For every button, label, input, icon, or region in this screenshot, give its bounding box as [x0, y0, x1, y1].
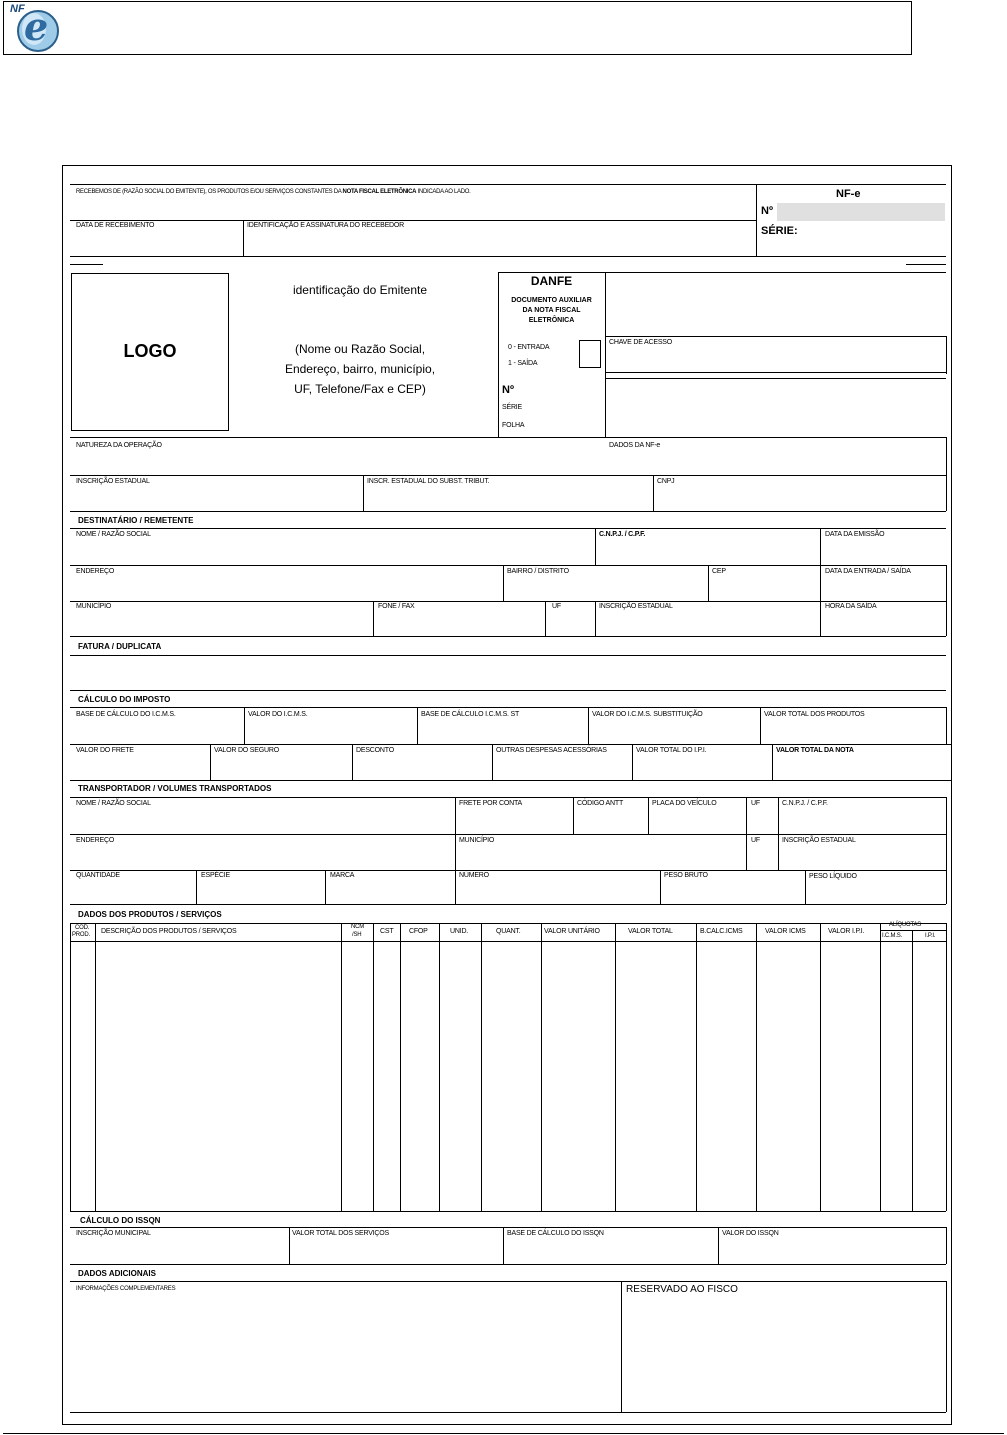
col-icms-value: VALOR ICMS — [765, 928, 806, 935]
nfe-data-label: DADOS DA NF-e — [609, 442, 661, 449]
services-total-label: VALOR TOTAL DOS SERVIÇOS — [292, 1230, 389, 1237]
receipt-series-label: SÉRIE: — [761, 225, 798, 237]
col-rate-ipi: I.P.I. — [925, 933, 936, 939]
recipient-zip-label: CEP — [712, 568, 726, 575]
emitter-desc-1: (Nome ou Razão Social, — [294, 342, 426, 356]
nature-label: NATUREZA DA OPERAÇÃO — [76, 442, 162, 449]
col-unit: UNID. — [450, 928, 469, 935]
recipient-name-label: NOME / RAZÃO SOCIAL — [76, 531, 151, 538]
nfe-logo-letter: e — [24, 4, 49, 49]
recipient-phone-label: FONE / FAX — [378, 603, 415, 610]
col-bc-icms: B.CALC.ICMS — [700, 928, 743, 935]
ipi-total-label: VALOR TOTAL DO I.P.I. — [636, 747, 707, 754]
receipt-nfe-title: NF-e — [836, 188, 861, 200]
receipt-number-label: Nº — [761, 205, 773, 217]
danfe-saida: 1 - SAÍDA — [508, 360, 538, 367]
col-cod-1: CÓD. — [75, 925, 90, 931]
col-ncm-2: /SH — [352, 932, 362, 938]
state-reg-label: INSCRIÇÃO ESTADUAL — [76, 478, 150, 485]
col-ncm-1: NCM — [351, 924, 365, 930]
col-unit-value: VALOR UNITÁRIO — [544, 928, 600, 935]
carrier-plate-label: PLACA DO VEÍCULO — [652, 800, 717, 807]
recipient-section: DESTINATÁRIO / REMETENTE — [78, 516, 194, 525]
danfe-folha: FOLHA — [502, 422, 525, 429]
tax-reserved-label: RESERVADO AO FISCO — [626, 1284, 738, 1295]
issqn-section: CÁLCULO DO ISSQN — [80, 1216, 161, 1225]
icms-value-label: VALOR DO I.C.M.S. — [248, 711, 308, 718]
recipient-issue-date-label: DATA DA EMISSÃO — [825, 531, 885, 538]
carrier-name-label: NOME / RAZÃO SOCIAL — [76, 800, 151, 807]
danfe-type-box[interactable] — [579, 340, 601, 368]
recipient-city-label: MUNICÍPIO — [76, 603, 112, 610]
volume-brand-label: MARCA — [330, 872, 355, 879]
other-expenses-label: OUTRAS DESPESAS ACESSÓRIAS — [496, 747, 607, 754]
receipt-signature-label: IDENTIFICAÇÃO E ASSINATURA DO RECEBEDOR — [247, 222, 404, 229]
recipient-state-reg-label: INSCRIÇÃO ESTADUAL — [599, 603, 673, 610]
volume-net-weight-label: PESO LÍQUIDO — [809, 873, 857, 880]
col-ipi-value: VALOR I.P.I. — [828, 928, 865, 935]
volume-species-label: ESPÉCIE — [201, 872, 230, 879]
col-rates: ALÍQUOTAS — [889, 922, 922, 928]
receipt-statement: RECEBEMOS DE (RAZÃO SOCIAL DO EMITENTE), OS PRODUTOS E/OU SERVIÇOS CONSTANTES DA NOTA FISCAL ELETRÔNICA INDICADA AO LADO. — [76, 189, 471, 195]
state-reg-st-label: INSCR. ESTADUAL DO SUBST. TRIBUT. — [367, 478, 490, 485]
danfe-sub-3: ELETRÔNICA — [528, 317, 575, 324]
danfe-sub-2: DA NOTA FISCAL — [522, 307, 581, 314]
col-rate-icms: I.C.M.S. — [882, 933, 903, 939]
receipt-number-field[interactable] — [777, 203, 945, 221]
volume-number-label: NÚMERO — [459, 872, 489, 879]
icms-st-base-label: BASE DE CÁLCULO I.C.M.S. ST — [421, 711, 520, 718]
emitter-logo-text: LOGO — [123, 341, 177, 361]
danfe-sub-1: DOCUMENTO AUXILIAR — [511, 297, 592, 304]
col-cst: CST — [380, 928, 394, 935]
emitter-title: identificação do Emitente — [292, 283, 428, 297]
danfe-number: Nº — [502, 384, 514, 396]
danfe-serie: SÉRIE — [502, 404, 523, 411]
issqn-base-label: BASE DE CÁLCULO DO ISSQN — [507, 1230, 604, 1237]
recipient-address-label: ENDEREÇO — [76, 568, 115, 575]
access-key-label: CHAVE DE ACESSO — [609, 339, 673, 346]
discount-label: DESCONTO — [356, 747, 394, 754]
tax-section: CÁLCULO DO IMPOSTO — [78, 695, 171, 704]
invoice-section: FATURA / DUPLICATA — [78, 642, 162, 651]
carrier-state-reg-label: INSCRIÇÃO ESTADUAL — [782, 837, 856, 844]
volume-gross-weight-label: PESO BRUTO — [664, 872, 708, 879]
emitter-desc-2: Endereço, bairro, município, — [284, 362, 436, 376]
recipient-district-label: BAIRRO / DISTRITO — [507, 568, 569, 575]
carrier-city-label: MUNICÍPIO — [459, 837, 495, 844]
document-header — [3, 1, 912, 55]
danfe-entrada: 0 - ENTRADA — [508, 344, 550, 351]
recipient-cnpj-label: C.N.P.J. / C.P.F. — [599, 531, 646, 538]
products-section: DADOS DOS PRODUTOS / SERVIÇOS — [78, 910, 222, 919]
icms-st-value-label: VALOR DO I.C.M.S. SUBSTITUIÇÃO — [592, 711, 703, 718]
cnpj-label: CNPJ — [657, 478, 675, 485]
receipt-date-label: DATA DE RECEBIMENTO — [76, 222, 155, 229]
col-total-value: VALOR TOTAL — [628, 928, 673, 935]
carrier-uf2-label: UF — [751, 837, 760, 844]
nfe-logo-text: NF — [10, 3, 25, 15]
emitter-desc-3: UF, Telefone/Fax e CEP) — [294, 382, 426, 396]
recipient-exit-time-label: HORA DA SAÍDA — [825, 603, 877, 610]
invoice-total-label: VALOR TOTAL DA NOTA — [776, 747, 854, 754]
insurance-label: VALOR DO SEGURO — [214, 747, 279, 754]
freight-label: VALOR DO FRETE — [76, 747, 134, 754]
carrier-uf-label: UF — [751, 800, 760, 807]
carrier-cnpj-label: C.N.P.J. / C.P.F. — [782, 800, 828, 807]
col-description: DESCRIÇÃO DOS PRODUTOS / SERVIÇOS — [101, 928, 237, 935]
additional-section: DADOS ADICIONAIS — [78, 1269, 156, 1278]
carrier-address-label: ENDEREÇO — [76, 837, 115, 844]
carrier-antt-label: CÓDIGO ANTT — [577, 800, 624, 807]
products-total-label: VALOR TOTAL DOS PRODUTOS — [764, 711, 865, 718]
recipient-in-out-date-label: DATA DA ENTRADA / SAÍDA — [825, 568, 911, 575]
carrier-section: TRANSPORTADOR / VOLUMES TRANSPORTADOS — [78, 784, 272, 793]
col-cod-2: PROD. — [72, 932, 91, 938]
icms-base-label: BASE DE CÁLCULO DO I.C.M.S. — [76, 711, 176, 718]
danfe-title: DANFE — [530, 274, 573, 288]
nfe-logo — [8, 3, 62, 53]
carrier-freight-label: FRETE POR CONTA — [459, 800, 522, 807]
recipient-uf-label: UF — [552, 603, 561, 610]
volume-quantity-label: QUANTIDADE — [76, 872, 120, 879]
page-footer-rule — [3, 1433, 1004, 1434]
complementary-info-label: INFORMAÇÕES COMPLEMENTARES — [76, 1286, 176, 1292]
col-cfop: CFOP — [409, 928, 428, 935]
municipal-reg-label: INSCRIÇÃO MUNICIPAL — [76, 1230, 151, 1237]
col-quantity: QUANT. — [496, 928, 521, 935]
issqn-value-label: VALOR DO ISSQN — [722, 1230, 779, 1237]
